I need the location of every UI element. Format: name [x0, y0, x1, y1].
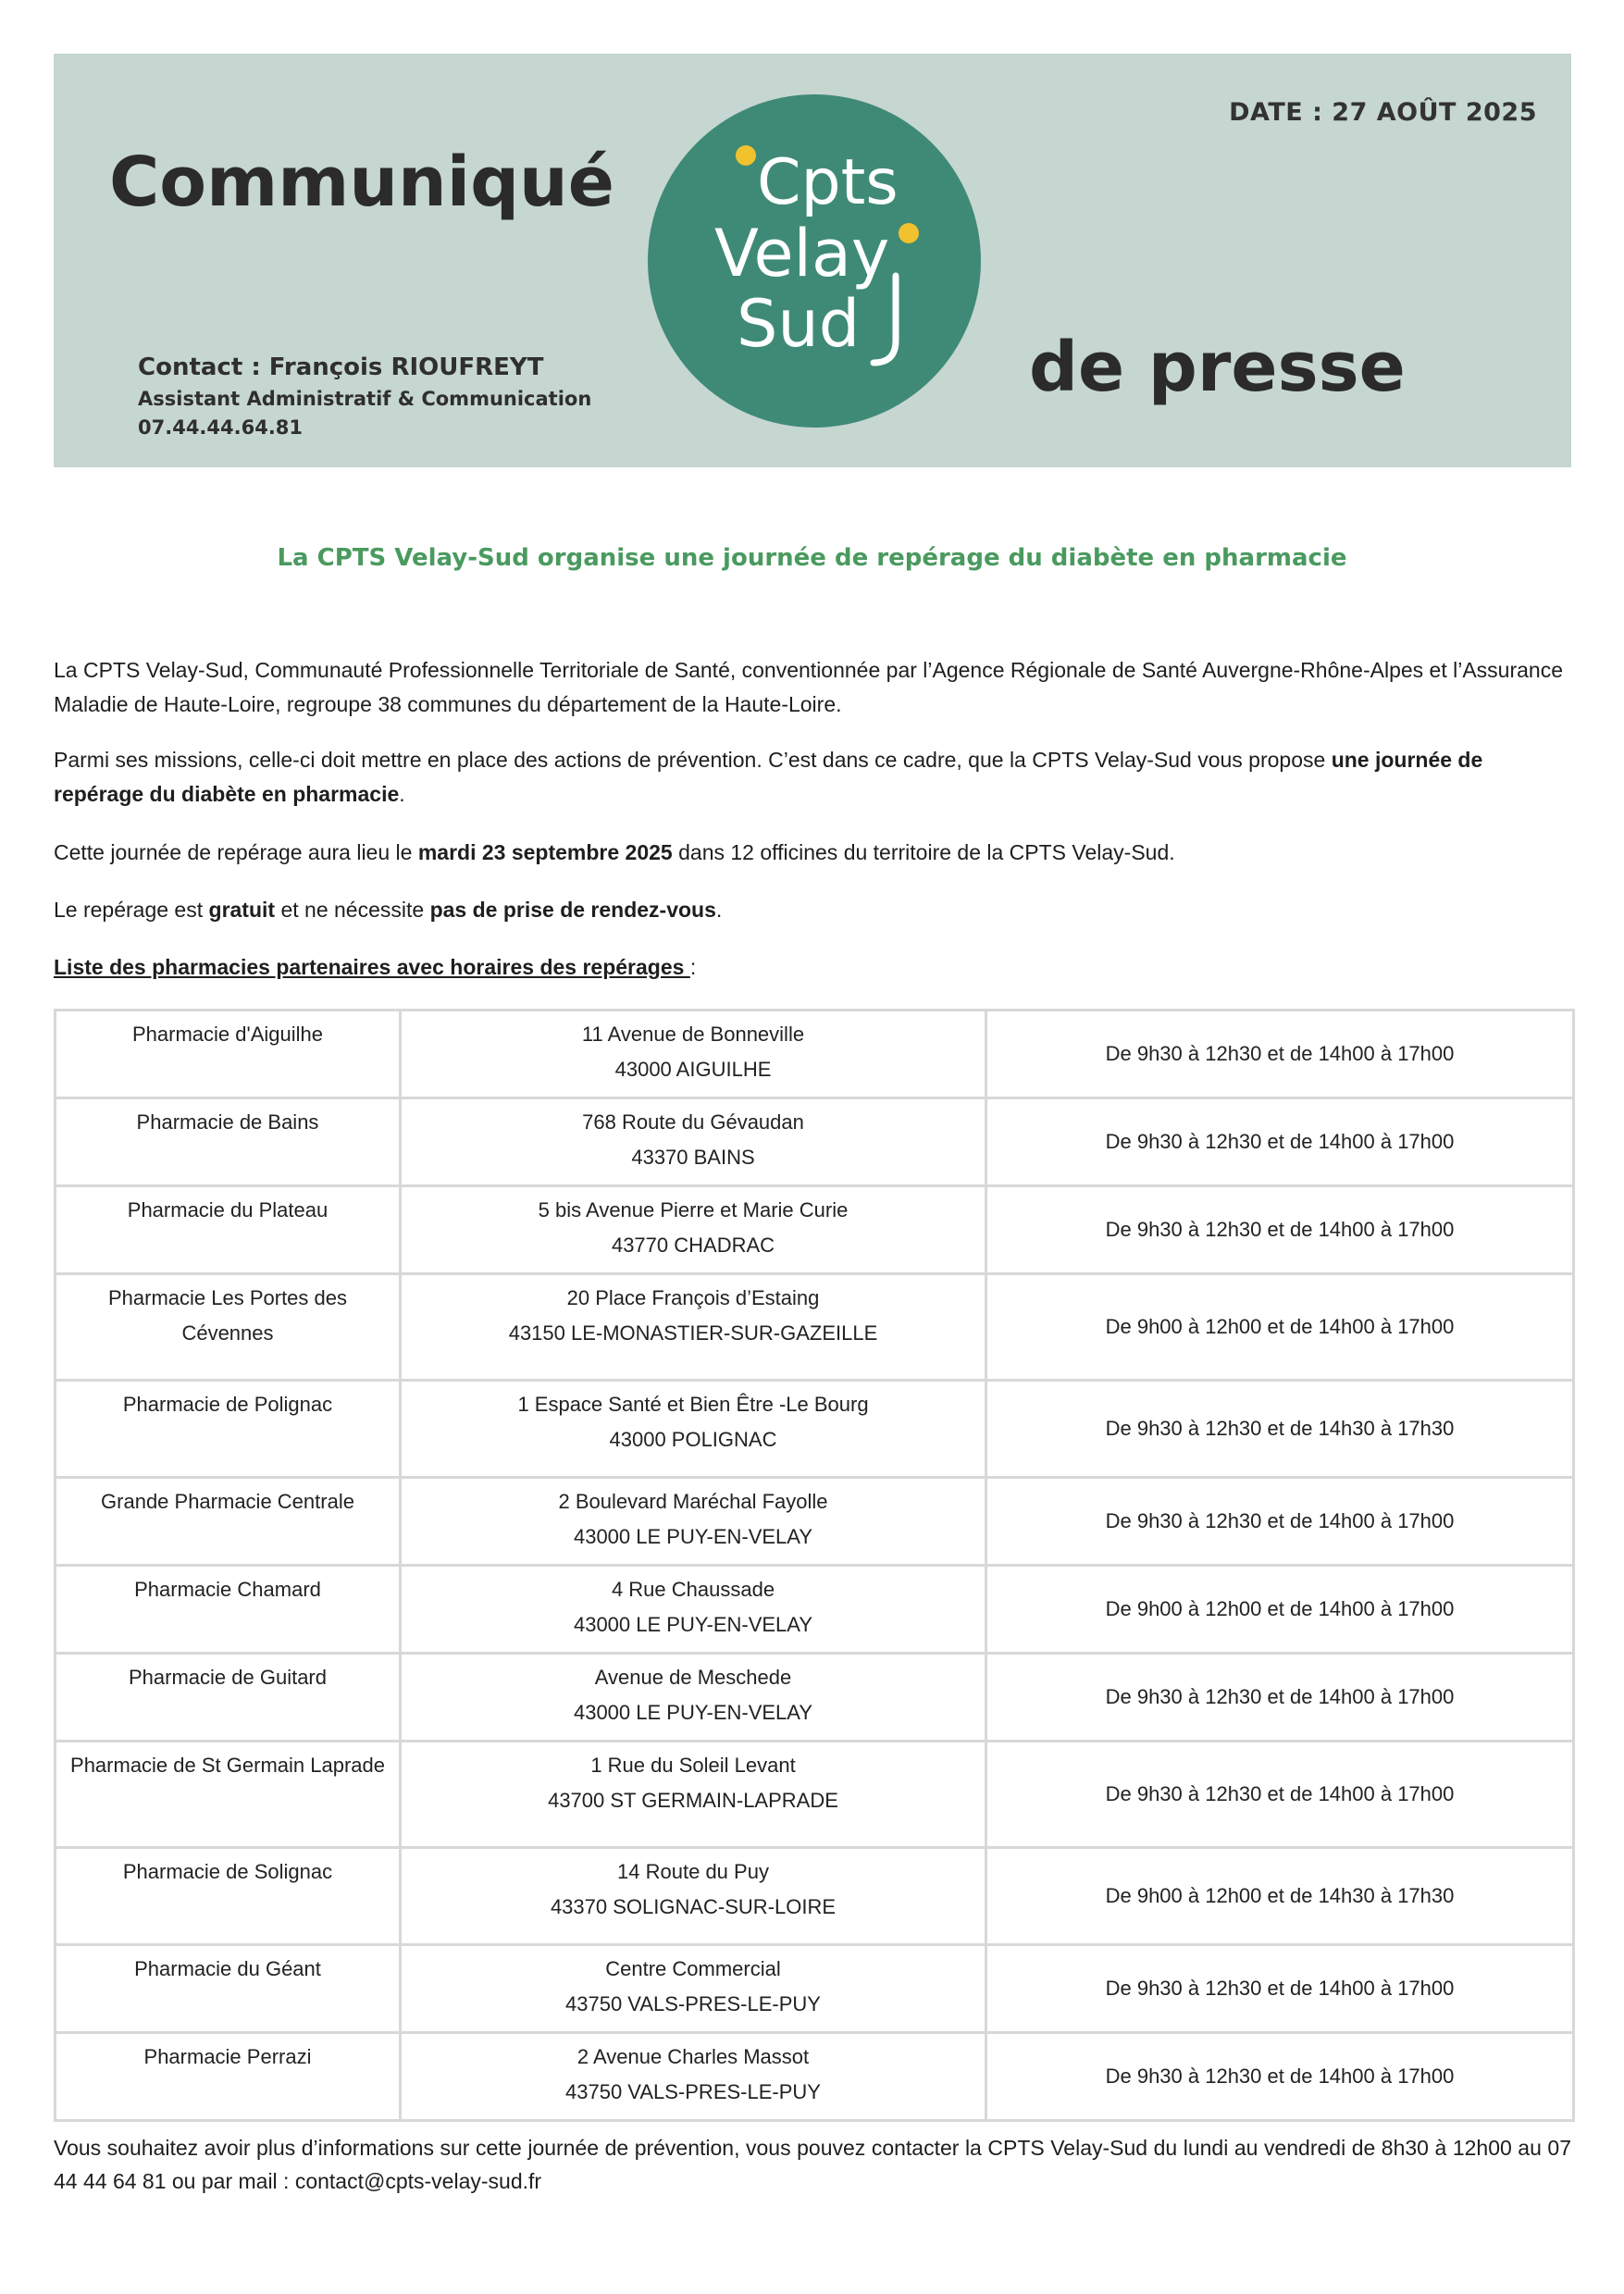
pharmacy-hours: De 9h30 à 12h30 et de 14h00 à 17h00	[986, 1011, 1574, 1098]
pharmacy-hours: De 9h30 à 12h30 et de 14h00 à 17h00	[986, 1478, 1574, 1566]
p3-end: dans 12 officines du territoire de la CPTS Velay-Sud.	[672, 840, 1175, 864]
release-date: DATE : 27 AOÛT 2025	[1229, 98, 1537, 127]
pharmacy-name: Pharmacie de Guitard	[56, 1654, 401, 1742]
intro-paragraph-1	[54, 653, 1571, 722]
pharmacy-name: Pharmacie Perrazi	[56, 2033, 401, 2121]
headline: La CPTS Velay-Sud organise une journée de repérage du diabète en pharmacie	[277, 544, 1347, 572]
pharmacy-name: Pharmacie du Plateau	[56, 1186, 401, 1274]
pharmacy-city: 43000 LE PUY-EN-VELAY	[573, 1701, 813, 1724]
pharmacy-row	[56, 1381, 1574, 1478]
p4-no-appointment: pas de prise de rendez-vous	[429, 898, 716, 922]
pharmacy-city: 43770 CHADRAC	[611, 1234, 775, 1257]
pharmacy-row	[56, 1274, 1574, 1381]
pharmacy-table	[54, 1009, 1575, 2122]
pharmacy-name: Pharmacie de Polignac	[56, 1381, 401, 1478]
pharmacy-row	[56, 1011, 1574, 1098]
p4-end: .	[715, 898, 723, 922]
pharmacy-row	[56, 2033, 1574, 2121]
pharmacy-city: 43000 LE PUY-EN-VELAY	[573, 1525, 813, 1548]
event-date: mardi 23 septembre 2025	[417, 840, 673, 864]
contact-block	[138, 350, 591, 442]
pharmacy-address	[401, 1566, 986, 1654]
pharmacy-city: 43000 LE PUY-EN-VELAY	[573, 1613, 813, 1636]
list-heading-text: Liste des pharmacies partenaires avec horaires des repérages	[54, 955, 690, 979]
pharmacy-address	[401, 1478, 986, 1566]
pharmacy-city: 43370 SOLIGNAC-SUR-LOIRE	[550, 1895, 837, 1918]
pharmacy-address	[401, 1186, 986, 1274]
pharmacy-row	[56, 1945, 1574, 2033]
pharmacy-address	[401, 1098, 986, 1186]
pharmacy-name: Pharmacie du Géant	[56, 1945, 401, 2033]
intro-paragraph-2	[54, 743, 1571, 812]
title-de-presse: de presse	[1029, 328, 1406, 407]
logo-line-sud: Sud	[737, 286, 861, 362]
pharmacy-name: Pharmacie Chamard	[56, 1566, 401, 1654]
cpts-velay-sud-logo	[648, 94, 981, 428]
pharmacy-city: 43750 VALS-PRES-LE-PUY	[565, 1992, 821, 2015]
pharmacy-table-body	[56, 1011, 1574, 2121]
pharmacy-street: Avenue de Meschede	[594, 1666, 792, 1689]
logo-dot-right	[899, 223, 919, 243]
pharmacy-hours: De 9h00 à 12h00 et de 14h00 à 17h00	[986, 1274, 1574, 1381]
intro-paragraph-4	[54, 893, 1571, 927]
pharmacy-street: 4 Rue Chaussade	[611, 1578, 775, 1601]
pharmacy-hours: De 9h30 à 12h30 et de 14h00 à 17h00	[986, 1098, 1574, 1186]
pharmacy-city: 43750 VALS-PRES-LE-PUY	[565, 2080, 821, 2103]
logo-line-velay: Velay	[714, 216, 890, 291]
pharmacy-address	[401, 1654, 986, 1742]
pharmacy-address	[401, 1274, 986, 1381]
pharmacy-name: Pharmacie de Bains	[56, 1098, 401, 1186]
pharmacy-row	[56, 1742, 1574, 1848]
pharmacy-row	[56, 1098, 1574, 1186]
pharmacy-street: 20 Place François d’Estaing	[566, 1286, 820, 1309]
p2-emphasis: une journée de repérage du diabète en pharmacie	[54, 748, 1483, 806]
p4-free: gratuit	[208, 898, 276, 922]
pharmacy-hours: De 9h30 à 12h30 et de 14h00 à 17h00	[986, 2033, 1574, 2121]
pharmacy-street: 768 Route du Gévaudan	[582, 1110, 804, 1134]
pharmacy-name: Pharmacie de Solignac	[56, 1848, 401, 1945]
pharmacy-street: 11 Avenue de Bonneville	[581, 1023, 805, 1046]
pharmacy-hours: De 9h00 à 12h00 et de 14h00 à 17h00	[986, 1566, 1574, 1654]
pharmacy-name: Pharmacie Les Portes des Cévennes	[56, 1274, 401, 1381]
pharmacy-street: 2 Avenue Charles Massot	[576, 2045, 810, 2068]
pharmacy-address	[401, 1945, 986, 2033]
p2-end: .	[399, 782, 405, 806]
contact-name: Contact : François RIOUFREYT	[138, 353, 544, 381]
pharmacy-name: Grande Pharmacie Centrale	[56, 1478, 401, 1566]
pharmacy-city: 43000 POLIGNAC	[609, 1428, 777, 1451]
p3-text: Cette journée de repérage aura lieu le	[54, 840, 418, 864]
pharmacy-city: 43370 BAINS	[631, 1146, 755, 1169]
pharmacy-street: Centre Commercial	[605, 1957, 781, 1980]
pharmacy-hours: De 9h30 à 12h30 et de 14h30 à 17h30	[986, 1381, 1574, 1478]
intro-paragraph-3	[54, 836, 1571, 870]
pharmacy-row	[56, 1186, 1574, 1274]
logo-dot-top	[736, 145, 756, 166]
footer-contact-info: Vous souhaitez avoir plus d’informations sur cette journée de prévention, vous pouvez contacter la CPTS Velay-Sud du lundi au vendredi de 8h30 à 12h00 au 07 44 44 64 81 ou par mail : contact@cpts-velay-sud.fr	[54, 2136, 1571, 2193]
contact-role: Assistant Administratif & Communication	[138, 388, 592, 410]
list-heading-suffix: :	[689, 955, 697, 979]
pharmacy-address	[401, 1011, 986, 1098]
pharmacy-street: 1 Espace Santé et Bien Être -Le Bourg	[517, 1393, 869, 1416]
pharmacy-city: 43700 ST GERMAIN-LAPRADE	[548, 1789, 838, 1812]
pharmacy-row	[56, 1848, 1574, 1945]
pharmacy-street: 5 bis Avenue Pierre et Marie Curie	[538, 1198, 849, 1221]
pharmacy-hours: De 9h30 à 12h30 et de 14h00 à 17h00	[986, 1945, 1574, 2033]
pharmacy-address	[401, 1848, 986, 1945]
pharmacy-city: 43150 LE-MONASTIER-SUR-GAZEILLE	[508, 1321, 878, 1345]
p4-mid: et ne nécessite	[275, 898, 430, 922]
pharmacy-address	[401, 1381, 986, 1478]
pharmacy-street: 1 Rue du Soleil Levant	[590, 1754, 796, 1777]
logo-line-cpts: Cpts	[757, 146, 899, 219]
pharmacy-hours: De 9h30 à 12h30 et de 14h00 à 17h00	[986, 1654, 1574, 1742]
pharmacy-hours: De 9h30 à 12h30 et de 14h00 à 17h00	[986, 1186, 1574, 1274]
pharmacy-hours: De 9h00 à 12h00 et de 14h30 à 17h30	[986, 1848, 1574, 1945]
pharmacy-row	[56, 1654, 1574, 1742]
pharmacy-row	[56, 1566, 1574, 1654]
pharmacy-list-heading	[54, 950, 1571, 985]
pharmacy-row	[56, 1478, 1574, 1566]
pharmacy-name: Pharmacie de St Germain Laprade	[56, 1742, 401, 1848]
contact-phone: 07.44.44.64.81	[138, 416, 304, 439]
pharmacy-address	[401, 1742, 986, 1848]
pharmacy-street: 2 Boulevard Maréchal Fayolle	[558, 1490, 828, 1513]
pharmacy-street: 14 Route du Puy	[617, 1860, 769, 1883]
p4-text: Le repérage est	[54, 898, 209, 922]
pharmacy-name: Pharmacie d'Aiguilhe	[56, 1011, 401, 1098]
intro-paragraph-1-text: La CPTS Velay-Sud, Communauté Professionnelle Territoriale de Santé, conventionnée par l’Agence Régionale de Santé Auvergne-Rhône-Alpes et l’Assurance Maladie de Haute-Loire, regroupe 38 communes du département de la Haute-Loire.	[54, 658, 1564, 716]
title-communique: Communiqué	[109, 143, 614, 222]
pharmacy-address	[401, 2033, 986, 2121]
pharmacy-city: 43000 AIGUILHE	[614, 1058, 772, 1081]
pharmacy-hours: De 9h30 à 12h30 et de 14h00 à 17h00	[986, 1742, 1574, 1848]
p2-text: Parmi ses missions, celle-ci doit mettre en place des actions de prévention. C’est dans ce cadre, que la CPTS Velay-Sud vous propose	[54, 748, 1332, 772]
